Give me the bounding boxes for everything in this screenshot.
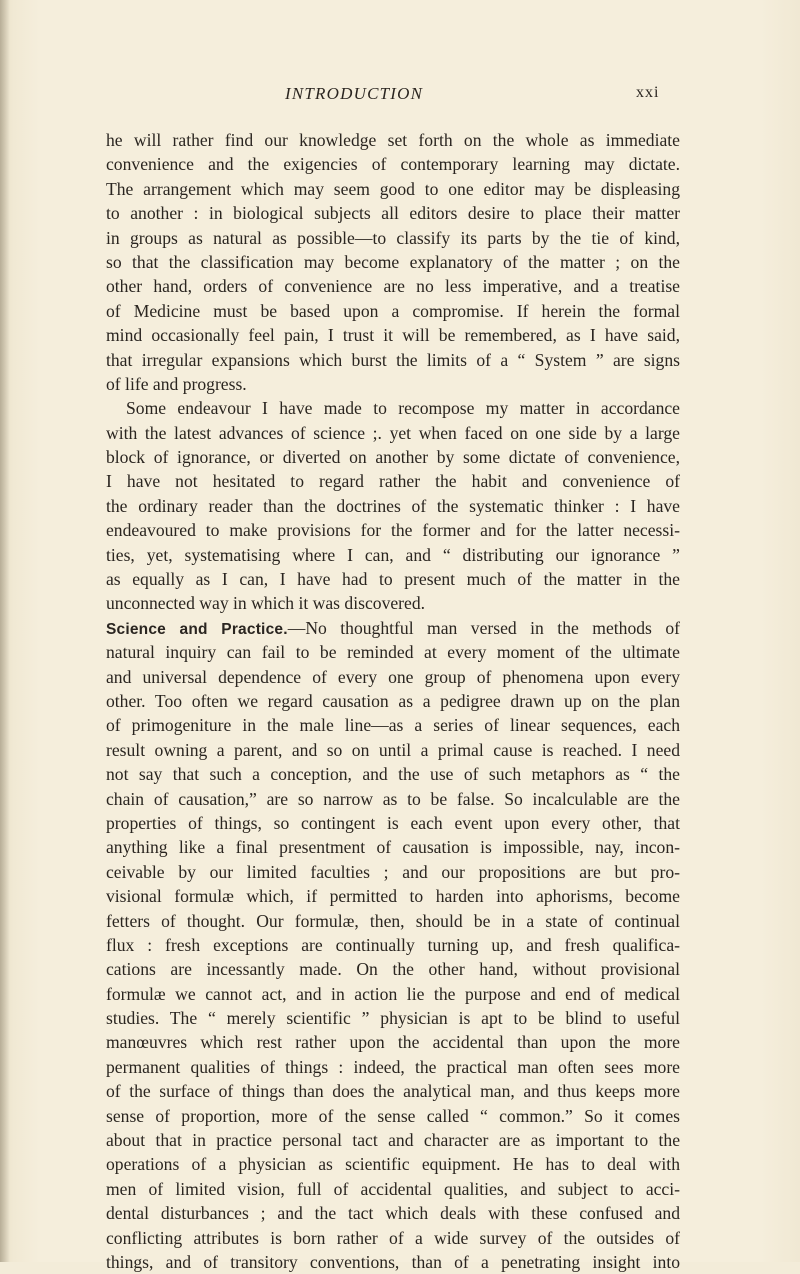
text-line: permanent qualities of things : indeed, the practical man often sees more xyxy=(106,1056,680,1077)
text-line: and universal dependence of every one group of phenomena upon every xyxy=(106,666,680,687)
text-line: mind occasionally feel pain, I trust it will be remembered, as I have said, xyxy=(106,325,680,346)
text-line: formulæ we cannot act, and in action lie the purpose and end of medical xyxy=(106,983,680,1004)
text-line: ceivable by our limited faculties ; and our propositions are but pro- xyxy=(106,861,680,882)
paragraph-end-line: unconnected way in which it was discovered. xyxy=(106,593,426,614)
section-heading-line xyxy=(106,616,680,640)
running-header xyxy=(0,84,800,108)
text-line: that irregular expansions which burst the limits of a “ System ” are signs xyxy=(106,349,680,370)
text-line: result owning a parent, and so on until a primal cause is reached. I need xyxy=(106,739,680,760)
text-line: of Medicine must be based upon a compromise. If herein the formal xyxy=(106,300,680,321)
text-line: men of limited vision, full of accidental qualities, and subject to acci- xyxy=(106,1178,680,1199)
paragraph-end-line: of life and progress. xyxy=(106,373,247,394)
text-line: natural inquiry can fail to be reminded at every moment of the ultimate xyxy=(106,642,680,663)
text-line: chain of causation,” are so narrow as to be false. So incalculable are the xyxy=(106,788,680,809)
text-line: anything like a final presentment of causation is impossible, nay, incon- xyxy=(106,837,680,858)
text-line: about that in practice personal tact and character are as important to the xyxy=(106,1130,680,1151)
text-line: he will rather find our knowledge set forth on the whole as immediate xyxy=(106,130,680,150)
text-line: other hand, orders of convenience are no less imperative, and a treatise xyxy=(106,276,680,297)
text-line: as equally as I can, I have had to present much of the matter in the xyxy=(106,569,680,590)
text-line: ties, yet, systematising where I can, and “ distributing our ignorance ” xyxy=(106,544,680,565)
text-line: The arrangement which may seem good to one editor may be displeasing xyxy=(106,178,680,199)
text-line: with the latest advances of science ;. yet when faced on one side by a large xyxy=(106,422,680,443)
text-line: to another : in biological subjects all editors desire to place their matter xyxy=(106,203,680,224)
body-text xyxy=(106,128,680,1274)
page-number: xxi xyxy=(636,84,660,101)
text-line: of primogeniture in the male line—as a series of linear sequences, each xyxy=(106,715,680,736)
text-line: cations are incessantly made. On the other hand, without provisional xyxy=(106,959,680,980)
text-line: of the surface of things than does the analytical man, and thus keeps more xyxy=(106,1081,680,1102)
text-line: I have not hesitated to regard rather the habit and convenience of xyxy=(106,471,680,492)
text-line: so that the classification may become explanatory of the matter ; on the xyxy=(106,251,680,272)
text-line: block of ignorance, or diverted on another by some dictate of convenience, xyxy=(106,447,680,468)
text-line: convenience and the exigencies of contemporary learning may dictate. xyxy=(106,154,680,175)
text-line: conflicting attributes is born rather of a wide survey of the outsides of xyxy=(106,1227,680,1248)
text-line: not say that such a conception, and the use of such metaphors as “ the xyxy=(106,764,680,785)
text-line: other. Too often we regard causation as a pedigree drawn up on the plan xyxy=(106,690,680,711)
text-line: operations of a physician as scientific equipment. He has to deal with xyxy=(106,1154,680,1175)
binding-gutter xyxy=(0,0,10,1262)
text-line: properties of things, so contingent is each event upon every other, that xyxy=(106,812,680,833)
text-line: fetters of thought. Our formulæ, then, should be in a state of continual xyxy=(106,910,680,931)
text-line: endeavoured to make provisions for the former and for the latter necessi- xyxy=(106,520,680,541)
text-line: dental disturbances ; and the tact which deals with these confused and xyxy=(106,1203,680,1224)
text-line: sense of proportion, more of the sense called “ common.” So it comes xyxy=(106,1105,680,1126)
text-line: in groups as natural as possible—to classify its parts by the tie of kind, xyxy=(106,227,680,248)
running-title: INTRODUCTION xyxy=(285,84,424,103)
text-line: things, and of transitory conventions, than of a penetrating insight into xyxy=(106,1251,680,1272)
text-line: visional formulæ which, if permitted to harden into aphorisms, become xyxy=(106,886,680,907)
text-line: flux : fresh exceptions are continually turning up, and fresh qualifica- xyxy=(106,934,680,955)
text-line: the ordinary reader than the doctrines of the systematic thinker : I have xyxy=(106,495,680,516)
section-heading: Science and Practice. xyxy=(106,620,288,638)
text-line: studies. The “ merely scientific ” physician is apt to be blind to useful xyxy=(106,1008,680,1029)
heading-line-text: —No thoughtful man versed in the methods of xyxy=(287,617,680,638)
text-line: Some endeavour I have made to recompose my matter in accordance xyxy=(126,398,680,419)
text-line: manœuvres which rest rather upon the accidental than upon the more xyxy=(106,1032,680,1053)
